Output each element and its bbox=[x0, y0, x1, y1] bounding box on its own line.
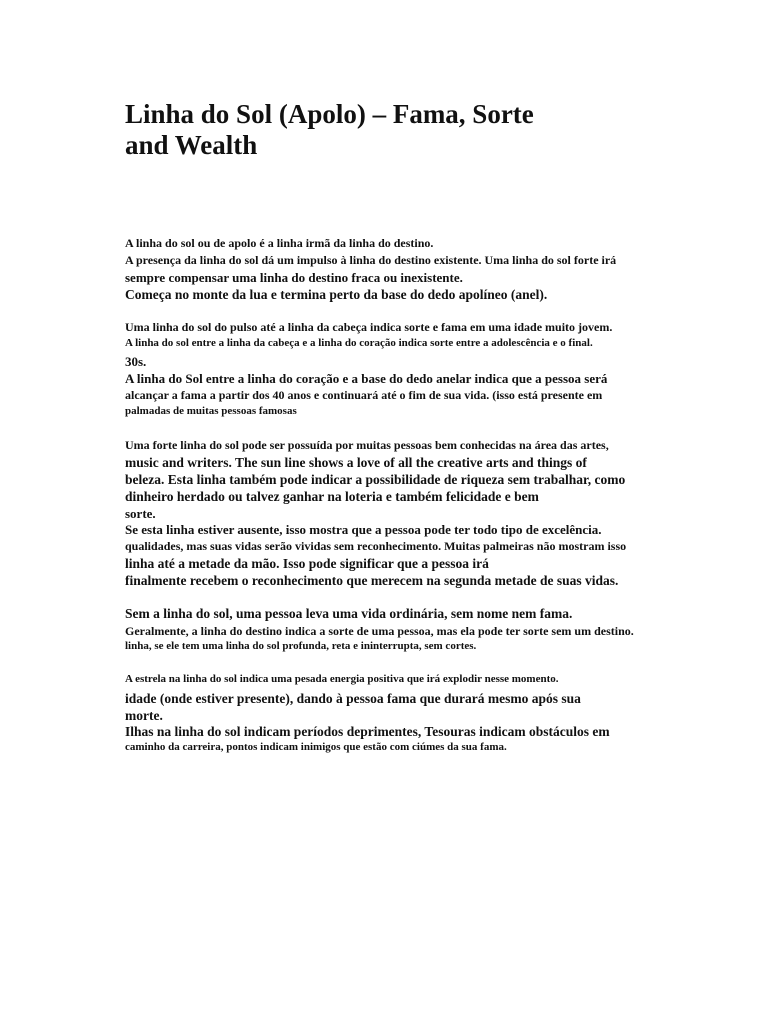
text-line: dinheiro herdado ou talvez ganhar na loteria e também felicidade e bem bbox=[125, 489, 539, 504]
text-line: caminho da carreira, pontos indicam inimigos que estão com ciúmes da sua fama. bbox=[125, 741, 507, 753]
text-line: A linha do sol entre a linha da cabeça e a linha do coração indica sorte entre a adolescência e o final. bbox=[125, 337, 593, 349]
text-line: Ilhas na linha do sol indicam períodos deprimentes, Tesouras indicam obstáculos em bbox=[125, 724, 610, 739]
text-line: Uma linha do sol do pulso até a linha da cabeça indica sorte e fama em uma idade muito jovem. bbox=[125, 320, 613, 334]
text-line: A linha do Sol entre a linha do coração e a base do dedo anelar indica que a pessoa será bbox=[125, 371, 608, 386]
text-line: alcançar a fama a partir dos 40 anos e continuará até o fim de sua vida. (isso está presente em bbox=[125, 388, 603, 402]
text-line: linha até a metade da mão. Isso pode significar que a pessoa irá bbox=[125, 556, 489, 571]
text-line: palmadas de muitas pessoas famosas bbox=[125, 405, 297, 417]
text-line: sempre compensar uma linha do destino fraca ou inexistente. bbox=[125, 270, 463, 285]
text-line: A presença da linha do sol dá um impulso à linha do destino existente. Uma linha do sol forte irá bbox=[125, 253, 617, 267]
text-line: linha, se ele tem uma linha do sol profunda, reta e ininterrupta, sem cortes. bbox=[125, 640, 477, 652]
text-line: music and writers. The sun line shows a love of all the creative arts and things of bbox=[125, 455, 587, 470]
text-line: Começa no monte da lua e termina perto da base do dedo apolíneo (anel). bbox=[125, 287, 548, 302]
page-title bbox=[125, 99, 585, 161]
text-line: Se esta linha estiver ausente, isso mostra que a pessoa pode ter todo tipo de excelência. bbox=[125, 522, 602, 537]
text-line: idade (onde estiver presente), dando à pessoa fama que durará mesmo após sua bbox=[125, 691, 581, 706]
text-line: 30s. bbox=[125, 354, 147, 369]
text-line: sorte. bbox=[125, 506, 156, 521]
text-line: Geralmente, a linha do destino indica a sorte de uma pessoa, mas ela pode ter sorte sem um destino. bbox=[125, 624, 634, 638]
text-line: beleza. Esta linha também pode indicar a possibilidade de riqueza sem trabalhar, como bbox=[125, 472, 626, 487]
text-line: Uma forte linha do sol pode ser possuída por muitas pessoas bem conhecidas na área das artes, bbox=[125, 438, 609, 452]
text-line: A estrela na linha do sol indica uma pesada energia positiva que irá explodir nesse momento. bbox=[125, 673, 559, 685]
text-line: morte. bbox=[125, 708, 163, 723]
title-line-1: Linha do Sol (Apolo) – Fama, Sorte bbox=[125, 99, 534, 129]
text-line: finalmente recebem o reconhecimento que merecem na segunda metade de suas vidas. bbox=[125, 573, 619, 588]
title-line-2: and Wealth bbox=[125, 130, 258, 160]
text-line: A linha do sol ou de apolo é a linha irmã da linha do destino. bbox=[125, 236, 434, 250]
text-line: qualidades, mas suas vidas serão vividas sem reconhecimento. Muitas palmeiras não mostram isso bbox=[125, 539, 627, 553]
text-line: Sem a linha do sol, uma pessoa leva uma vida ordinária, sem nome nem fama. bbox=[125, 606, 573, 621]
